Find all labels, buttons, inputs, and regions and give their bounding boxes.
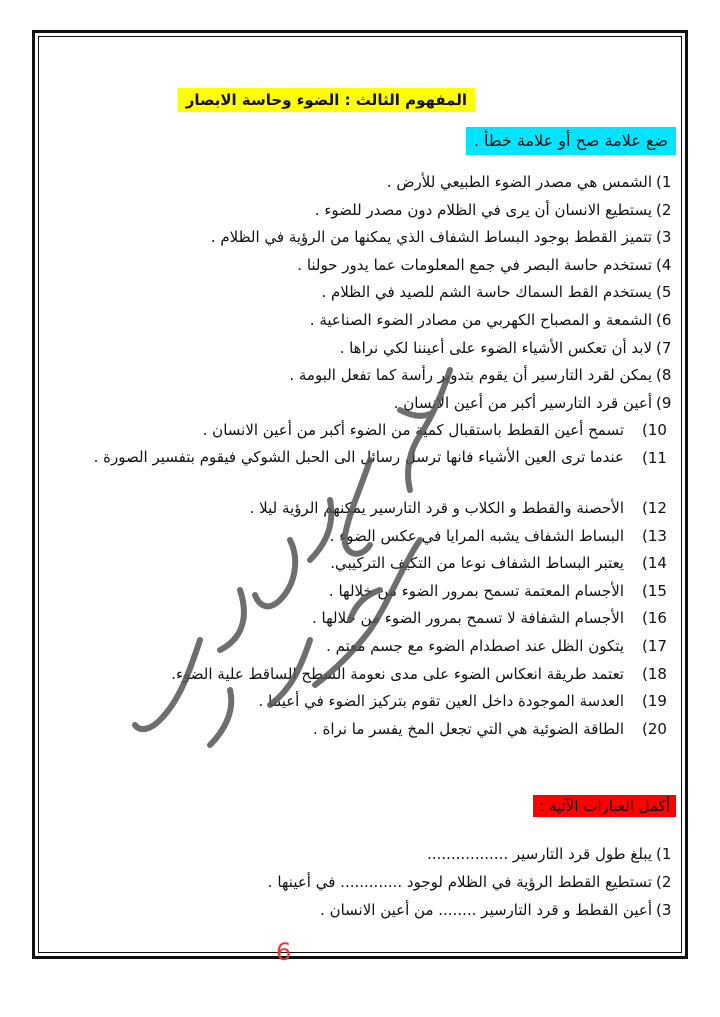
statement-text: يمكن لقرد التارسير أن يقوم بتدوير رأسة كما تفعل البومة . <box>289 366 652 385</box>
statement-number: 15) <box>642 581 667 600</box>
statement-item <box>82 688 682 716</box>
statement-item <box>82 495 682 523</box>
statement-item <box>82 523 682 551</box>
statement-item <box>82 307 682 335</box>
statement-text: تسمح أعين القطط باستقبال كمية من الضوء أكبر من أعين الانسان . <box>202 421 624 440</box>
statement-text: عندما ترى العين الأشياء فانها ترسل رسائل الى الحبل الشوكي فيقوم بتفسير الصورة . <box>93 447 624 466</box>
complete-item <box>82 840 682 868</box>
statement-item <box>82 279 682 307</box>
statement-item <box>82 633 682 661</box>
statement-number: 12) <box>642 498 667 517</box>
statement-number: 5) <box>656 283 672 302</box>
statement-text: أعين قرد التارسير أكبر من أعين الانسان . <box>393 393 652 412</box>
statement-item <box>82 605 682 633</box>
statement-text: لابد أن تعكس الأشياء الضوء على أعيننا لكي نراها . <box>339 338 652 357</box>
statement-text: يستطيع الانسان أن يرى في الظلام دون مصدر للضوء . <box>314 200 652 219</box>
statement-number: 19) <box>642 692 667 711</box>
statement-number: 7) <box>656 338 672 357</box>
statement-text: تستخدم حاسة البصر في جمع المعلومات عما يدور حولنا . <box>297 255 652 274</box>
concept-title: المفهوم الثالث : الضوء وحاسة الابصار <box>178 88 475 112</box>
statement-number: 14) <box>642 554 667 573</box>
statement-text: الطاقة الضوئية هي التي تجعل المخ يفسر ما نراة . <box>313 719 624 738</box>
statement-text: الأحصنة والقطط و الكلاب و قرد التارسير يمكنهم الرؤية ليلا . <box>249 498 624 517</box>
statement-text: العدسة الموجودة داخل العين تقوم بتركيز الضوء في أعيننا . <box>258 692 624 711</box>
statement-item <box>82 252 682 280</box>
statement-item <box>82 224 682 252</box>
statement-item <box>82 550 682 578</box>
page-number: 6 <box>276 938 292 966</box>
statement-number: 1) <box>656 173 672 191</box>
statement-number: 9) <box>656 393 672 412</box>
statement-text: الأجسام المعتمة تسمح بمرور الضوء من خلالها . <box>328 581 624 600</box>
complete-sentences-header: أكمل العبارات الآتية : <box>533 795 676 817</box>
statement-number: 6) <box>656 310 672 329</box>
statement-item <box>82 661 682 689</box>
statement-item <box>82 716 682 744</box>
statement-number: 17) <box>642 636 667 655</box>
statement-text: الأجسام الشفافة لا تسمح بمرور الضوء من خلالها . <box>312 609 624 628</box>
complete-item <box>82 868 682 896</box>
statement-text: الشمس هي مصدر الضوء الطبيعي للأرض . <box>386 173 652 191</box>
statement-number: 3) <box>656 228 672 247</box>
statement-number: 2) <box>656 200 672 219</box>
true-false-instruction: ضع علامة صح أو علامة خطأ . <box>466 127 676 155</box>
statement-number: 10) <box>642 421 667 440</box>
statement-item <box>82 362 682 390</box>
statement-number: 8) <box>656 366 672 385</box>
complete-number: 2) <box>656 873 672 891</box>
statement-text: يعتبر البساط الشفاف نوعا من التكيف التركيبي. <box>330 554 624 573</box>
statement-item <box>82 445 682 495</box>
statement-item <box>82 417 682 445</box>
statement-item <box>82 390 682 418</box>
statements-list <box>82 169 682 743</box>
statement-text: تتميز القطط بوجود البساط الشفاف الذي يمكنها من الرؤية في الظلام . <box>210 228 652 247</box>
complete-text: أعين القطط و قرد التارسير ........ من أعين الانسان . <box>320 901 652 919</box>
statement-item <box>82 578 682 606</box>
statement-number: 4) <box>656 255 672 274</box>
statement-item <box>82 197 682 225</box>
complete-item <box>82 896 682 924</box>
complete-number: 1) <box>656 845 672 863</box>
statement-text: يستخدم القط السماك حاسة الشم للصيد في الظلام . <box>321 283 652 302</box>
complete-text: يبلغ طول قرد التارسير ................. <box>427 845 652 863</box>
statement-text: البساط الشفاف يشبه المرايا في عكس الضوء . <box>329 526 624 545</box>
statement-number: 16) <box>642 609 667 628</box>
statement-number: 20) <box>642 719 667 738</box>
statement-number: 18) <box>642 664 667 683</box>
statement-text: الشمعة و المصباح الكهربي من مصادر الضوء الصناعية . <box>309 310 652 329</box>
statement-text: تعتمد طريقة انعكاس الضوء على مدى نعومة السطح الساقط علية الضوء. <box>171 664 624 683</box>
statement-text: يتكون الظل عند اصطدام الضوء مع جسم معتم . <box>326 636 624 655</box>
statement-number: 11) <box>642 448 667 467</box>
statement-item <box>82 169 682 197</box>
complete-text: تستطيع القطط الرؤية في الظلام لوجود ............. في أعينها . <box>267 873 652 891</box>
statement-item <box>82 335 682 363</box>
complete-number: 3) <box>656 901 672 919</box>
statement-number: 13) <box>642 526 667 545</box>
complete-list <box>82 840 682 924</box>
